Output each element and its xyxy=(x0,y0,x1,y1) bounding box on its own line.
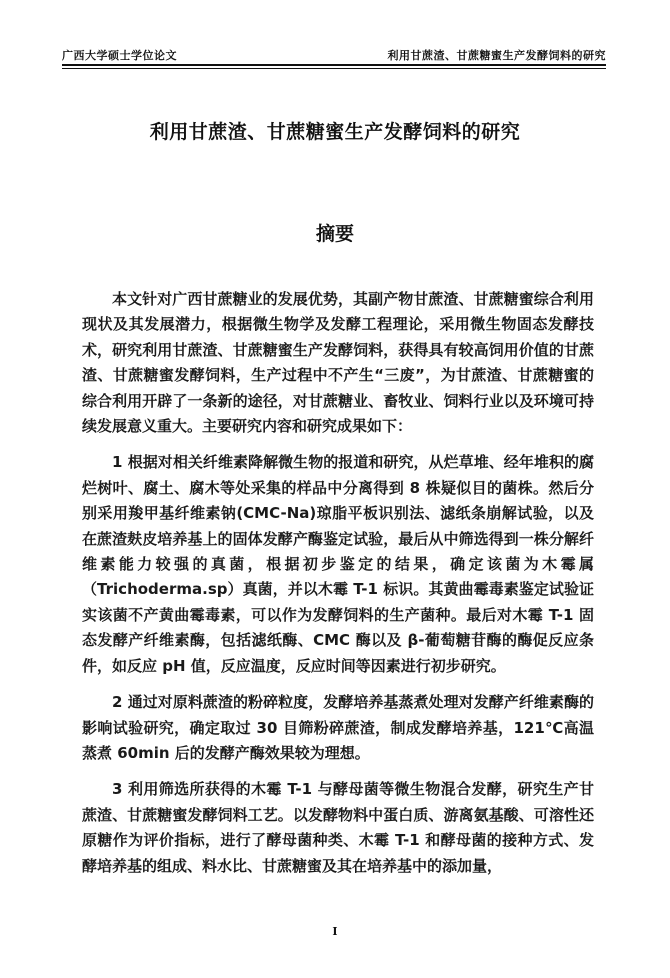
paragraph-intro: 本文针对广西甘蔗糖业的发展优势，其副产物甘蔗渣、甘蔗糖蜜综合利用现状及其发展潜力，根据微生物学及发酵工程理论，采用微生物固态发酵技术，研究利用甘蔗渣、甘蔗糖蜜生产发酵饲料，获得具有较高饲用价值的甘蔗渣、甘蔗糖蜜发酵饲料，生产过程中不产生“三废”，为甘蔗渣、甘蔗糖蜜的综合利用开辟了一条新的途径，对甘蔗糖业、畜牧业、饲料行业以及环境可持续发展意义重大。主要研究内容和研究成果如下： xyxy=(82,290,594,436)
paragraph-3: 3 利用筛选所获得的木霉 T-1 与酵母菌等微生物混合发酵，研究生产甘蔗渣、甘蔗糖蜜发酵饲料工艺。以发酵物料中蛋白质、游离氨基酸、可溶性还原糖作为评价指标，进行了酵母菌种类、木霉 T-1 和酵母菌的接种方式、发酵培养基的组成、料水比、甘蔗糖蜜及其在培养基中的添加量， xyxy=(82,780,594,875)
paragraph-2: 2 通过对原料蔗渣的粉碎粒度，发酵培养基蒸煮处理对发酵产纤维素酶的影响试验研究，确定取过 30 目筛粉碎蔗渣，制成发酵培养基，121℃高温蒸煮 60min 后的发酵产酶效果较为理想。 xyxy=(82,693,594,762)
running-header xyxy=(62,47,606,63)
paper-title: 利用甘蔗渣、甘蔗糖蜜生产发酵饲料的研究 xyxy=(149,121,521,143)
header-rule-thick xyxy=(62,64,606,66)
header-rule-thin xyxy=(62,68,606,69)
header-left: 广西大学硕士学位论文 xyxy=(62,49,177,62)
abstract-heading: 摘要 xyxy=(315,223,354,245)
paragraph-1: 1 根据对相关纤维素降解微生物的报道和研究，从烂草堆、经年堆积的腐烂树叶、腐土、腐木等处采集的样品中分离得到 8 株疑似目的菌株。然后分别采用羧甲基纤维素钠(CMC-Na)琼脂平板识别法、滤纸条崩解试验，以及在蔗渣麸皮培养基上的固体发酵产酶鉴定试验，最后从中筛选得到一株分解纤维素能力较强的真菌，根据初步鉴定的结果，确定该菌为木霉属（Trichoderma.sp）真菌，并以木霉 T-1 标识。其黄曲霉毒素鉴定试验证实该菌不产黄曲霉毒素，可以作为发酵饲料的生产菌种。最后对木霉 T-1 固态发酵产纤维素酶，包括滤纸酶、CMC 酶以及 β-葡萄糖苷酶的酶促反应条件，如反应 pH 值，反应温度，反应时间等因素进行初步研究。 xyxy=(82,453,594,675)
abstract-body xyxy=(82,287,594,890)
header-right: 利用甘蔗渣、甘蔗糖蜜生产发酵饲料的研究 xyxy=(387,49,606,62)
page-number: I xyxy=(332,925,338,938)
